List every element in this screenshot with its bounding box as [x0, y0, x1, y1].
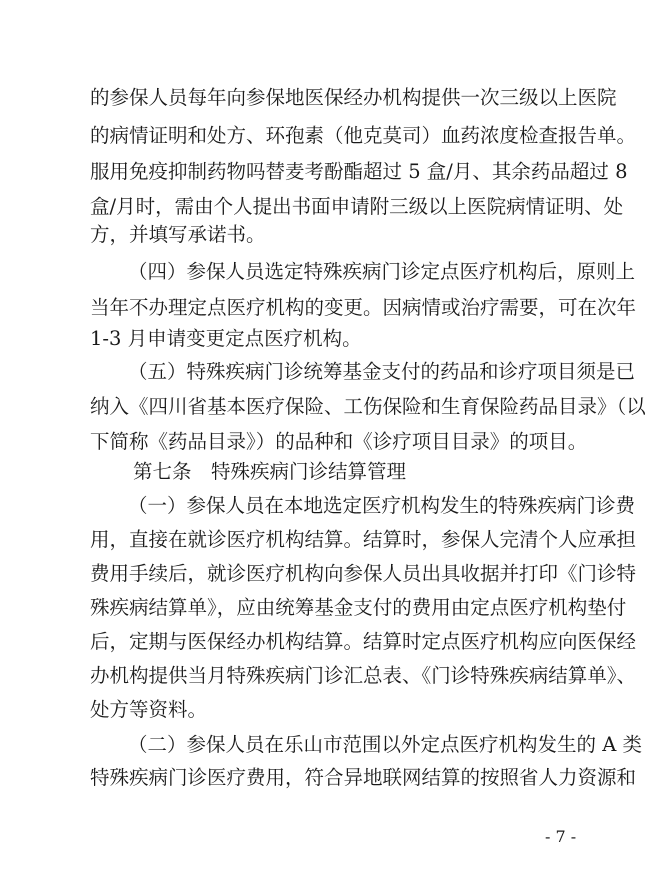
text-line: 用，直接在就诊医疗机构结算。结算时，参保人完清个人应承担: [90, 528, 637, 551]
page-number: - 7 -: [545, 827, 577, 846]
article-heading: 第七条 特殊疾病门诊结算管理: [133, 460, 407, 483]
text-line: 的参保人员每年向参保地医保经办机构提供一次三级以上医院: [90, 86, 617, 109]
text-line: 服用免疫抑制药物吗替麦考酚酯超过 5 盒/月、其余药品超过 8: [90, 160, 628, 183]
text-line: 特殊疾病门诊医疗费用，符合异地联网结算的按照省人力资源和: [90, 766, 637, 789]
text-line: 1-3 月申请变更定点医疗机构。: [90, 327, 362, 350]
paragraph-first-line: （一）参保人员在本地选定医疗机构发生的特殊疾病门诊费: [128, 494, 636, 517]
text-line: 殊疾病结算单》，应由统筹基金支付的费用由定点医疗机构垫付: [90, 596, 627, 619]
text-line: 后，定期与医保经办机构结算。结算时定点医疗机构应向医保经: [90, 630, 637, 653]
text-line: 盒/月时，需由个人提出书面申请附三级以上医院病情证明、处: [90, 195, 624, 218]
text-line: 当年不办理定点医疗机构的变更。因病情或治疗需要，可在次年: [90, 296, 637, 319]
text-line: 办机构提供当月特殊疾病门诊汇总表、《门诊特殊疾病结算单》、: [90, 664, 637, 687]
paragraph-first-line: （四）参保人员选定特殊疾病门诊定点医疗机构后，原则上: [128, 260, 636, 283]
text-line: 的病情证明和处方、环孢素（他克莫司）血药浓度检查报告单。: [90, 124, 637, 147]
text-line: 费用手续后，就诊医疗机构向参保人员出具收据并打印《门诊特: [90, 562, 637, 585]
text-line: 方，并填写承诺书。: [90, 223, 266, 246]
paragraph-first-line: （二）参保人员在乐山市范围以外定点医疗机构发生的 A 类: [128, 733, 642, 756]
text-line: 下简称《药品目录》）的品种和《诊疗项目目录》的项目。: [90, 430, 588, 453]
text-line: 纳入《四川省基本医疗保险、工伤保险和生育保险药品目录》（以: [90, 395, 646, 418]
text-line: 处方等资料。: [90, 698, 208, 721]
paragraph-first-line: （五）特殊疾病门诊统筹基金支付的药品和诊疗项目须是已: [128, 360, 636, 383]
